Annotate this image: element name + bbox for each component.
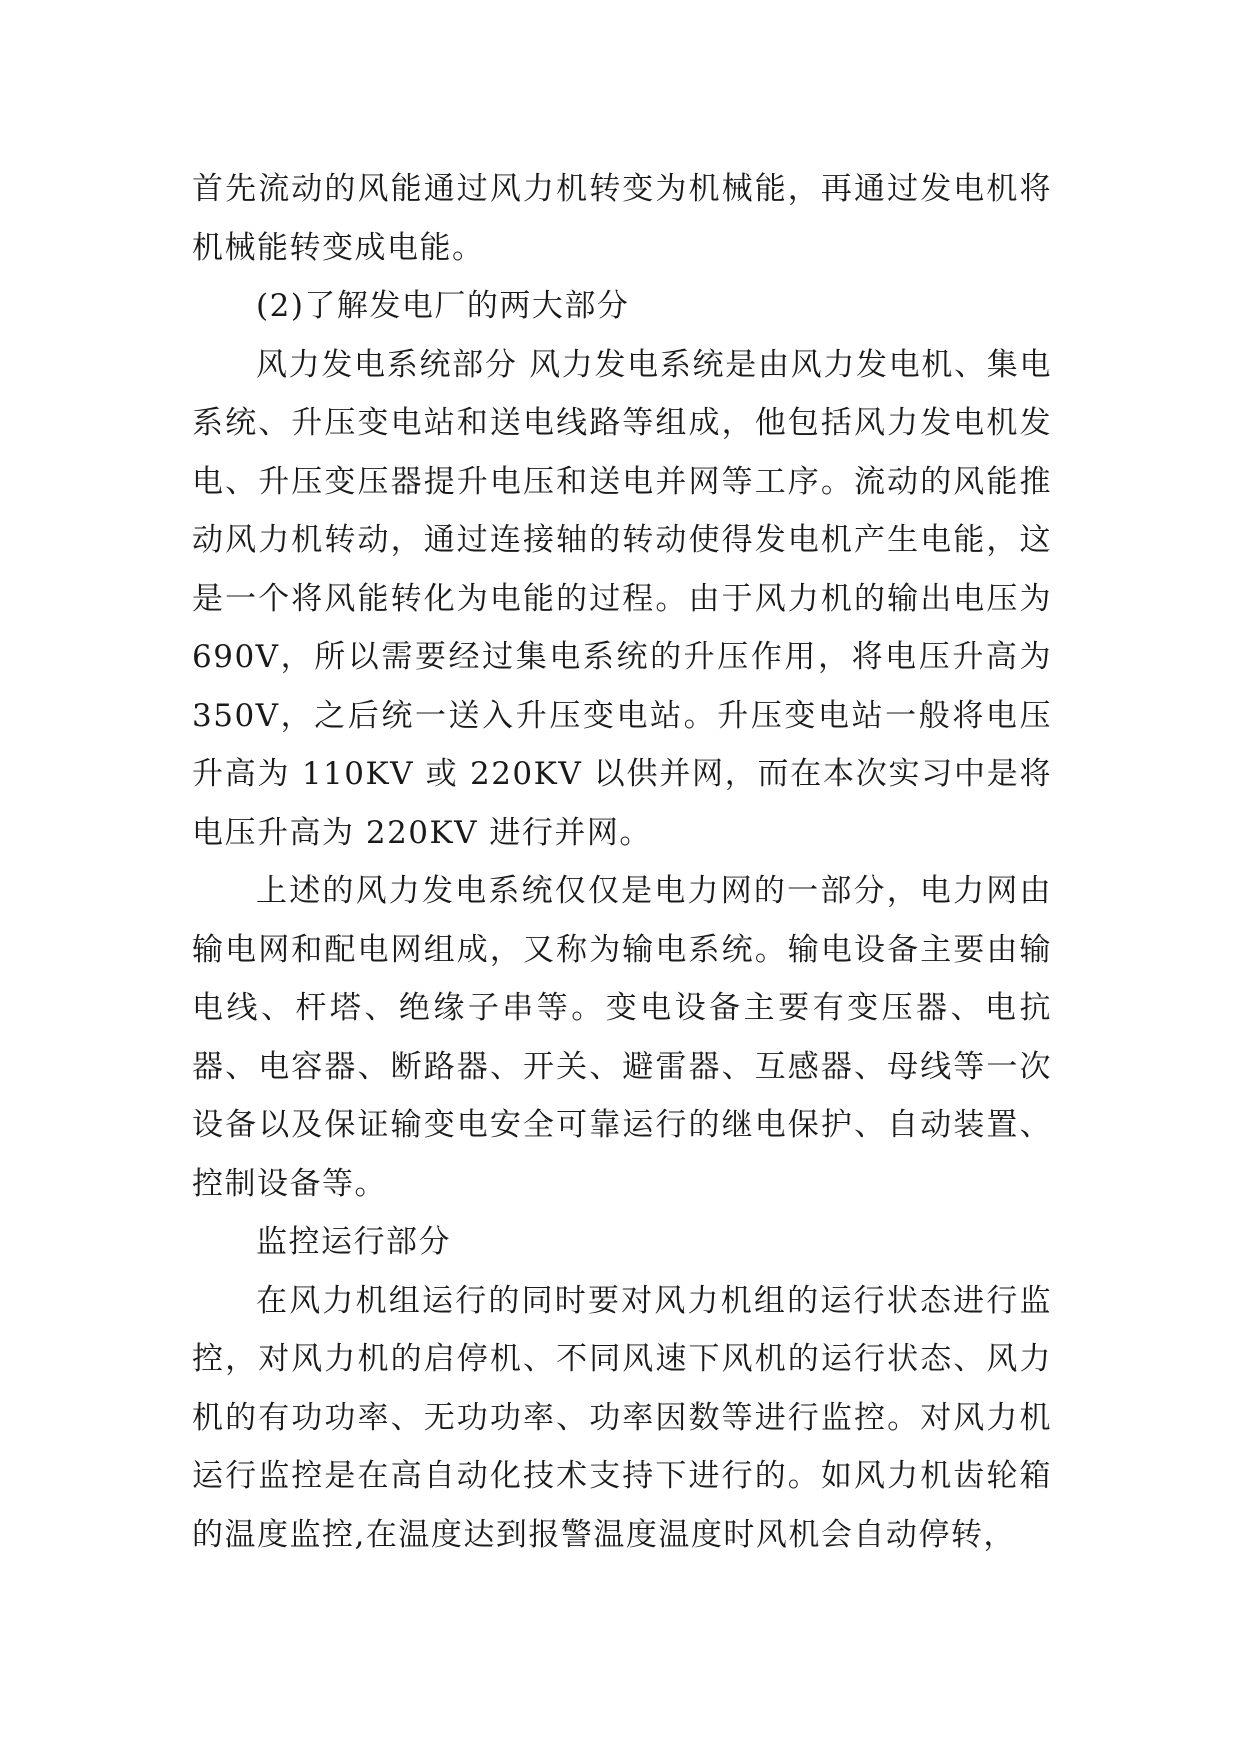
section-heading-monitoring: 监控运行部分 (256, 1224, 451, 1260)
paragraph-monitoring: 在风力机组运行的同时要对风力机组的运行状态进行监控，对风力机的启停机、不同风速下风机的运行状态、风力机的有功功率、无功功率、功率因数等进行监控。对风力机运行监控是在高自动化技术支持下进行的。如风力机齿轮箱的温度监控,在温度达到报警温度温度时风机会自动停转， (192, 1282, 1052, 1553)
paragraph-wind-power-system: 风力发电系统部分 风力发电系统是由风力发电机、集电系统、升压变电站和送电线路等组成，他包括风力发电机发电、升压变压器提升电压和送电并网等工序。流动的风能推动风力机转动，通过连接轴的转动使得发电机产生电能，这是一个将风能转化为电能的过程。由于风力机的输出电压为 690V，所以需要经过集电系统的升压作用，将电压升高为 350V，之后统一送入升压变电站。升压变电站一般将电压升高为 110KV 或 220KV 以供并网，而在本次实习中是将电压升高为 220KV 进行并网。 (192, 346, 1052, 851)
document-body (192, 160, 1052, 1564)
section-heading-two-parts: (2)了解发电厂的两大部分 (256, 288, 630, 324)
paragraph-conversion-intro: 首先流动的风能通过风力机转变为机械能，再通过发电机将机械能转变成电能。 (192, 171, 1052, 266)
paragraph-power-grid: 上述的风力发电系统仅仅是电力网的一部分，电力网由输电网和配电网组成，又称为输电系统。输电设备主要由输电线、杆塔、绝缘子串等。变电设备主要有变压器、电抗器、电容器、断路器、开关、避雷器、互感器、母线等一次设备以及保证输变电安全可靠运行的继电保护、自动装置、控制设备等。 (192, 873, 1052, 1202)
